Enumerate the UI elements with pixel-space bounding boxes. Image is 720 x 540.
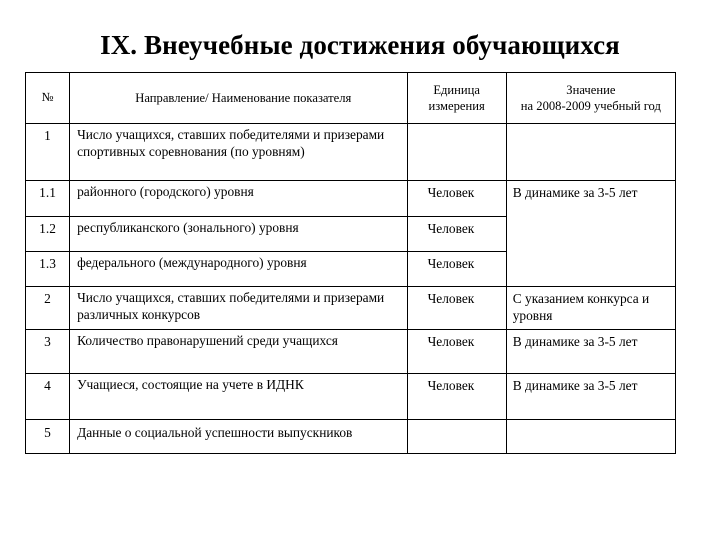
row-value: В динамике за 3-5 лет [506, 330, 675, 374]
column-header-unit-line2: измерения [428, 99, 485, 113]
row-unit [407, 420, 506, 454]
row-number: 2 [26, 287, 70, 330]
row-number: 1.1 [26, 181, 70, 217]
row-unit [407, 124, 506, 181]
row-unit: Человек [407, 252, 506, 287]
row-indicator-name: Данные о социальной успешности выпускников [70, 420, 408, 454]
row-indicator-name: районного (городского) уровня [70, 181, 408, 217]
row-unit: Человек [407, 217, 506, 252]
row-number: 3 [26, 330, 70, 374]
table-row [26, 330, 676, 374]
column-header-value [506, 73, 675, 124]
achievements-table [25, 72, 676, 454]
row-indicator-name: Учащиеся, состоящие на учете в ИДНК [70, 374, 408, 420]
row-unit: Человек [407, 287, 506, 330]
row-number: 1.2 [26, 217, 70, 252]
row-unit: Человек [407, 330, 506, 374]
row-unit: Человек [407, 374, 506, 420]
row-value: В динамике за 3-5 лет [506, 374, 675, 420]
row-value-merged: В динамике за 3-5 лет [506, 181, 675, 287]
table-header-row [26, 73, 676, 124]
table-row [26, 374, 676, 420]
row-indicator-name: республиканского (зонального) уровня [70, 217, 408, 252]
row-number: 4 [26, 374, 70, 420]
column-header-unit-line1: Единица [433, 83, 480, 97]
table-row [26, 124, 676, 181]
row-indicator-name: Число учащихся, ставших победителями и призерами спортивных соревнования (по уровням) [70, 124, 408, 181]
row-unit: Человек [407, 181, 506, 217]
page-title: IX. Внеучебные достижения обучающихся [100, 30, 620, 60]
row-value [506, 420, 675, 454]
column-header-name: Направление/ Наименование показателя [70, 73, 408, 124]
row-indicator-name: Число учащихся, ставших победителями и призерами различных конкурсов [70, 287, 408, 330]
row-indicator-name: федерального (международного) уровня [70, 252, 408, 287]
column-header-value-line1: Значение [566, 83, 616, 97]
row-value: С указанием конкурса и уровня [506, 287, 675, 330]
table-row [26, 287, 676, 330]
row-number: 5 [26, 420, 70, 454]
row-number: 1 [26, 124, 70, 181]
row-number: 1.3 [26, 252, 70, 287]
column-header-value-line2: на 2008-2009 учебный год [520, 99, 661, 113]
column-header-number: № [26, 73, 70, 124]
table-row [26, 420, 676, 454]
table-row [26, 181, 676, 217]
column-header-unit [407, 73, 506, 124]
row-value [506, 124, 675, 181]
row-indicator-name: Количество правонарушений среди учащихся [70, 330, 408, 374]
